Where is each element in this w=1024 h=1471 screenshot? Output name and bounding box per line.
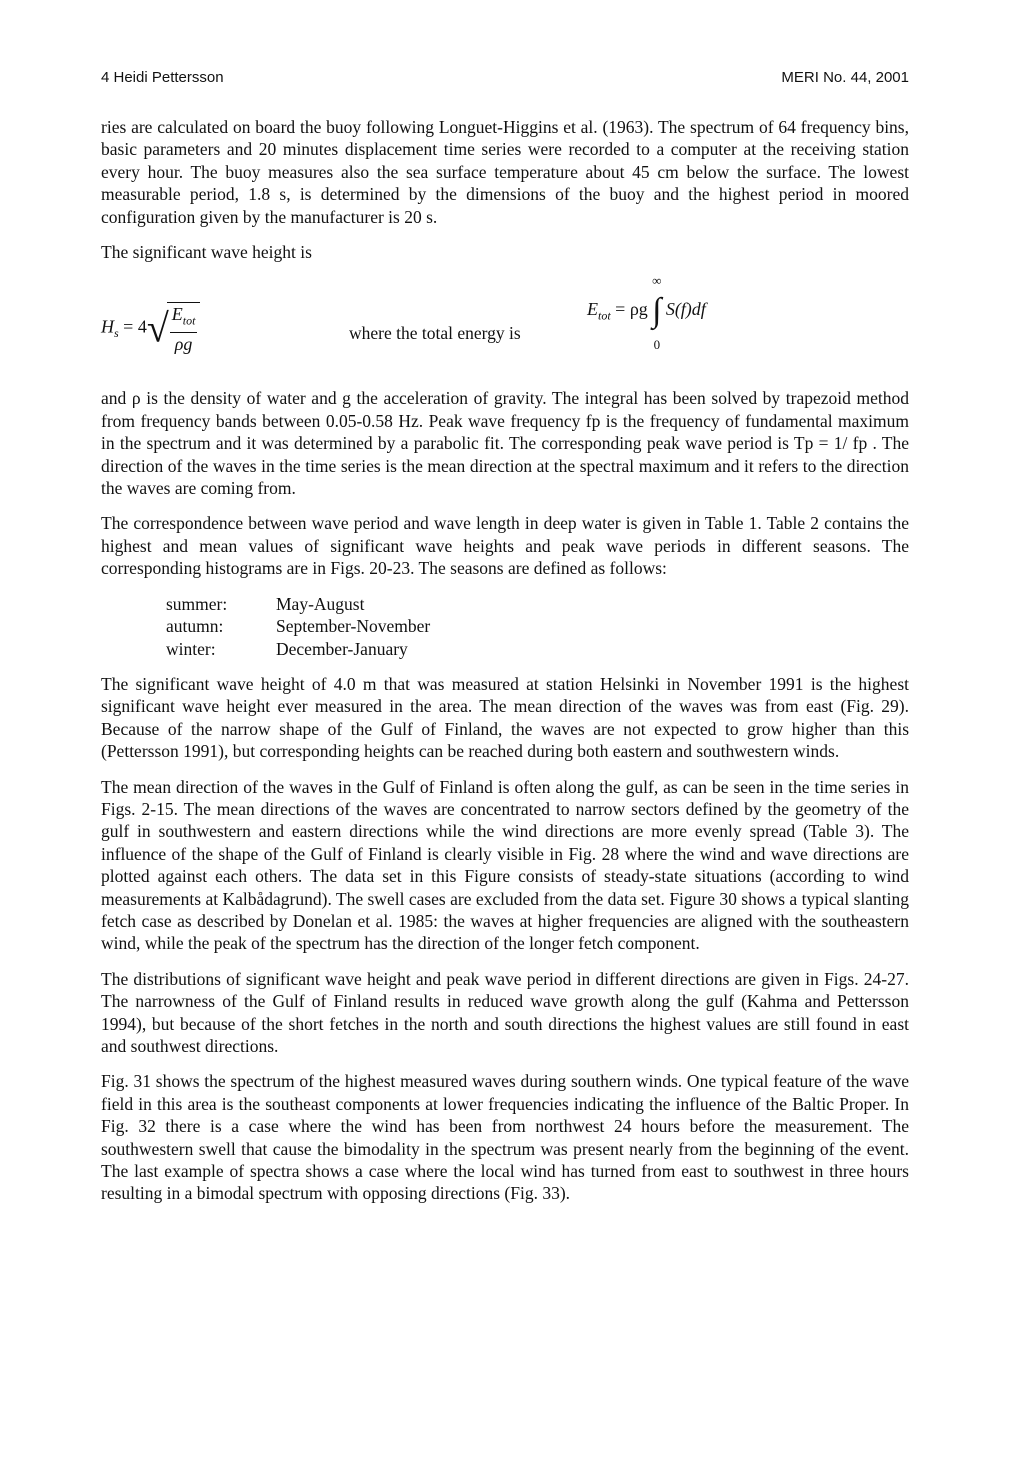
seasons-list	[101, 593, 909, 660]
hs-numerator	[170, 303, 198, 333]
season-name: summer:	[166, 593, 228, 614]
paragraph-spectra-examples: Fig. 31 shows the spectrum of the highest measured waves during southern winds. One typical feature of the wave field in this area is the southeast components at lower frequencies indicating the influence of the Baltic Proper. In Fig. 32 there is a case where the wind has been from northwest 24 hours before the measurement. The southwestern swell that cause the bimodality in the spectrum was present nearly from the beginning of the event. The last example of spectra shows a case where the local wind has turned from east to southwest in three hours resulting in a bimodal spectrum with opposing directions (Fig. 33).	[101, 1071, 909, 1204]
season-range: December-January	[276, 638, 408, 659]
equation-significant-wave-height	[101, 302, 200, 355]
integral-upper-limit: ∞	[652, 273, 662, 289]
paragraph-mean-direction: The mean direction of the waves in the Gulf of Finland is often along the gulf, as can be seen in the time series in Figs. 2-15. The mean directions of the waves are concentrated to narrow sectors defined by the geometry of the gulf in southwestern and eastern directions while the wind directions are more evenly spread (Table 3). The influence of the shape of the Gulf of Finland is clearly visible in Fig. 28 where the wind and wave directions are plotted against each others. The data set in this Figure consists of steady-state situations (according to wind measurements at Kalbådagrund). The swell cases are excluded from the data set. Figure 30 shows a typical slanting fetch case as described by Donelan et al. 1985: the waves at higher frequencies are aligned with the southeastern wind, while the peak of the spectrum has the direction of the longer fetch component.	[101, 776, 909, 954]
integral-icon	[648, 273, 666, 353]
hs-fraction	[167, 302, 201, 355]
equation-total-energy	[587, 273, 706, 353]
hs-subscript: s	[114, 326, 119, 341]
integrand: S(f)df	[665, 299, 706, 320]
sqrt-icon: √	[146, 305, 169, 351]
header-author: 4 Heidi Pettersson	[101, 69, 224, 86]
etot-equals: = ρg	[610, 299, 648, 320]
equation-connector-text: where the total energy is	[349, 323, 521, 344]
season-name: autumn:	[166, 616, 224, 637]
integral-sign: ∫	[652, 292, 662, 330]
paragraph-distributions: The distributions of significant wave height and peak wave period in different directions are given in Figs. 24-27. The narrowness of the Gulf of Finland results in reduced wave growth along the gulf (Kahma and Pettersson 1994), but because of the short fetches in the north and south directions the highest values are still found in east and southwest directions.	[101, 968, 909, 1056]
equation-block	[101, 273, 909, 376]
season-row-autumn	[101, 615, 909, 637]
hs-numerator-subscript: tot	[182, 314, 196, 329]
paragraph-highest-wave: The significant wave height of 4.0 m that was measured at station Helsinki in November 1991 is the highest significant wave height ever measured in the area. The mean direction of the waves was from east (Fig. 29). Because of the narrow shape of the Gulf of Finland, the waves are not expected to grow higher than this (Pettersson 1991), but corresponding heights can be reached during both eastern and southwestern winds.	[101, 673, 909, 762]
hs-equals: = 4	[118, 316, 147, 337]
etot-subscript: tot	[598, 309, 611, 324]
season-name: winter:	[166, 638, 216, 659]
season-row-summer	[101, 593, 909, 615]
header-journal: MERI No. 44, 2001	[781, 69, 909, 86]
paragraph-buoy-measurements: ries are calculated on board the buoy following Longuet-Higgins et al. (1963). The spectrum of 64 frequency bins, basic parameters and 20 minutes displacement time series were recorded to a computer at the receiving station every hour. The buoy measures also the sea surface temperature about 45 cm below the surface. The lowest measurable period, 1.8 s, is determined by the dimensions of the buoy and the highest period in moored configuration given by the manufacturer is 20 s.	[101, 117, 909, 227]
integral-lower-limit: 0	[653, 337, 661, 353]
season-range: September-November	[276, 616, 431, 637]
hs-numerator-symbol: E	[171, 304, 183, 325]
hs-denominator: ρg	[174, 334, 193, 355]
etot-symbol: E	[587, 299, 598, 320]
season-range: May-August	[276, 593, 365, 614]
page-header	[101, 69, 909, 91]
hs-symbol: H	[101, 316, 114, 337]
page-body	[101, 116, 909, 1218]
season-row-winter	[101, 638, 909, 660]
paragraph-seasons-intro: The correspondence between wave period and wave length in deep water is given in Table 1. Table 2 contains the highest and mean values of significant wave heights and peak wave periods in different seasons. The corresponding histograms are in Figs. 20-23. The seasons are defined as follows:	[101, 513, 909, 579]
paragraph-density-peak-frequency: and ρ is the density of water and g the acceleration of gravity. The integral has been solved by trapezoid method from frequency bands between 0.05-0.58 Hz. Peak wave frequency fp is the frequency of fundamental maximum in the spectrum and it was determined by a parabolic fit. The corresponding peak wave period is Tp = 1/ fp . The direction of the waves in the time series is the mean direction at the spectral maximum and it refers to the direction the waves are coming from.	[101, 388, 909, 499]
paragraph-significant-wave-intro: The significant wave height is	[101, 242, 312, 263]
